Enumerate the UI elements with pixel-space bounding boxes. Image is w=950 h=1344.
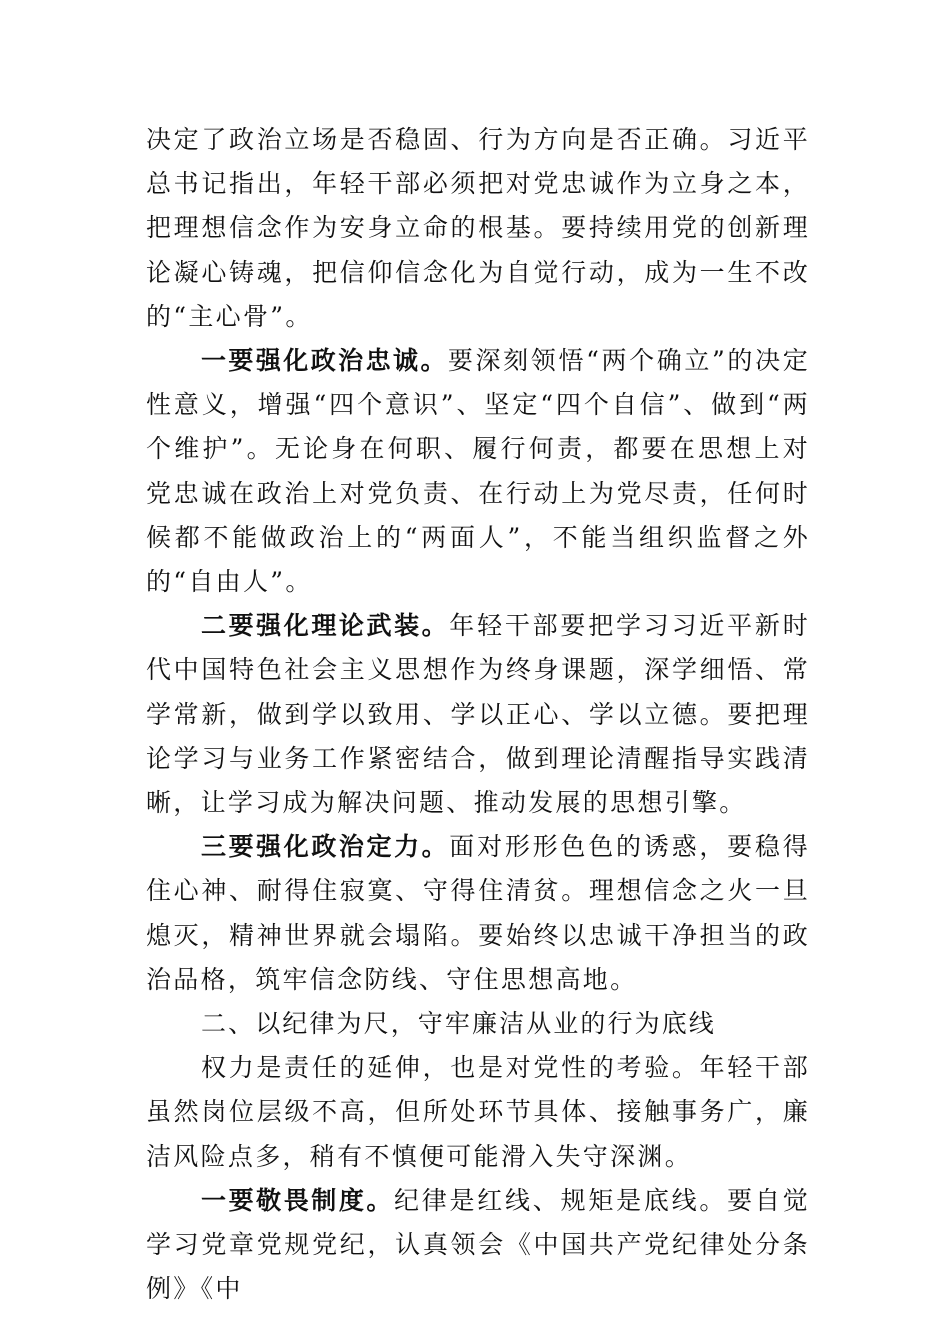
paragraph-continuation xyxy=(146,118,810,339)
document-body xyxy=(146,118,810,1311)
paragraph-text: 年轻干部要把学习习近平新时代中国特色社会主义思想作为终身课题，深学细悟、常学常新，做到学以致用、学以正心、学以立德。要把理论学习与业务工作紧密结合，做到理论清醒指导实践清晰，让学习成为解决问题、推动发展的思想引擎。 xyxy=(146,611,811,818)
paragraph-power-responsibility xyxy=(146,1046,810,1179)
paragraph-text: 权力是责任的延伸，也是对党性的考验。年轻干部虽然岗位层级不高，但所处环节具体、接触事务广，廉洁风险点多，稍有不慎便可能滑入失守深渊。 xyxy=(146,1053,810,1171)
paragraph-text: 纪律是红线、规矩是底线。要自觉学习党章党规党纪，认真领会《中国共产党纪律处分条例》《中 xyxy=(146,1185,810,1304)
paragraph-lead: 一要敬畏制度。 xyxy=(201,1185,394,1215)
paragraph-text: 面对形形色色的诱惑，要稳得住心神、耐得住寂寞、守得住清贫。理想信念之火一旦熄灭，精神世界就会塌陷。要始终以忠诚干净担当的政治品格，筑牢信念防线、守住思想高地。 xyxy=(146,832,811,994)
paragraph-theory-arming xyxy=(146,604,810,825)
paragraph-lead: 一要强化政治忠诚。 xyxy=(201,346,448,376)
paragraph-text: 要深刻领悟“两个确立”的决定性意义，增强“四个意识”、坚定“四个自信”、做到“两个维护”。无论身在何职、履行何责，都要在思想上对党忠诚在政治上对党负责、在行动上为党尽责，任何时候都不能做政治上的“两面人”，不能当组织监督之外的“自由人”。 xyxy=(146,346,810,597)
paragraph-political-resolve xyxy=(146,825,810,1002)
paragraph-lead: 三要强化政治定力。 xyxy=(201,832,450,862)
section-heading: 二、以纪律为尺，守牢廉洁从业的行为底线 xyxy=(201,1009,716,1039)
paragraph-text: 决定了政治立场是否稳固、行为方向是否正确。习近平总书记指出，年轻干部必须把对党忠诚作为立身之本，把理想信念作为安身立命的根基。要持续用党的创新理论凝心铸魂，把信仰信念化为自觉行动，成为一生不改的“主心骨”。 xyxy=(146,125,810,331)
paragraph-lead: 二要强化理论武装。 xyxy=(201,611,450,641)
paragraph-political-loyalty xyxy=(146,339,810,604)
paragraph-respect-rules xyxy=(146,1179,810,1312)
